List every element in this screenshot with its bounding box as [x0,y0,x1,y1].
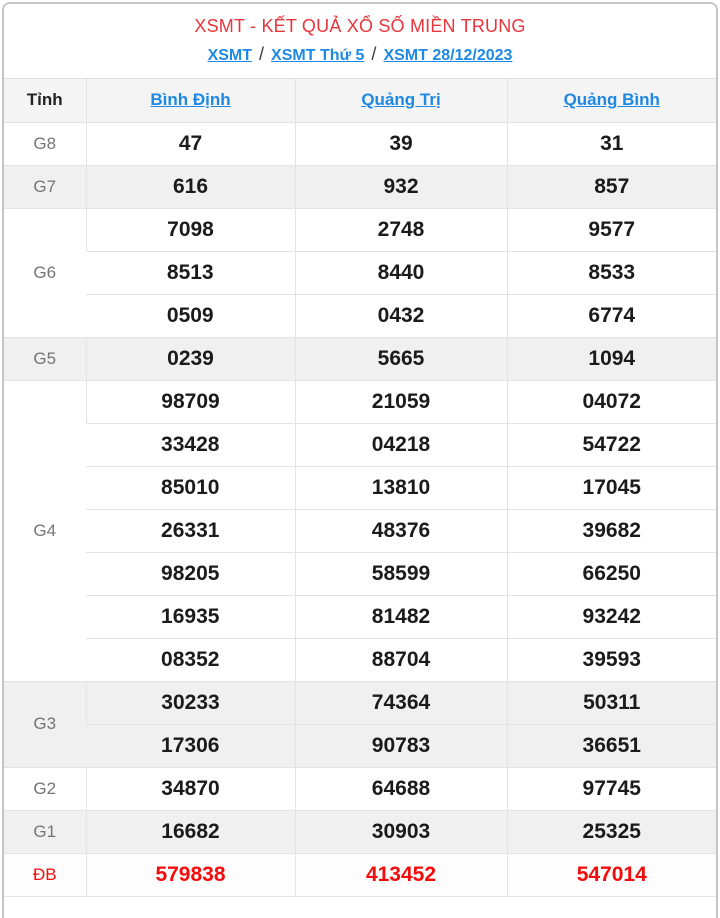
table-row [4,724,716,767]
province-link-quang-tri[interactable]: Quảng Trị [361,90,441,110]
result-cell: 1094 [507,337,716,380]
breadcrumb-link-xsmt-date[interactable]: XSMT 28/12/2023 [383,47,513,64]
prize-label: G8 [4,122,86,165]
province-link-quang-binh[interactable]: Quảng Bình [563,90,660,110]
result-cell: 85010 [86,466,295,509]
table-header-row [4,79,716,122]
result-cell: 54722 [507,423,716,466]
result-cell: 39 [295,122,507,165]
table-row [4,251,716,294]
prize-label: G5 [4,337,86,380]
province-link-binh-dinh[interactable]: Bình Định [150,90,231,110]
result-cell: 6774 [507,294,716,337]
prize-label: G6 [4,208,86,337]
province-header-cell [295,79,507,122]
result-cell: 36651 [507,724,716,767]
page-title: XSMT - KẾT QUẢ XỔ SỐ MIỀN TRUNG [194,16,526,36]
result-cell: 7098 [86,208,295,251]
prize-label: G4 [4,380,86,681]
prize-label: G1 [4,810,86,853]
table-row [4,380,716,423]
result-cell: 579838 [86,853,295,896]
table-row [4,423,716,466]
result-cell: 13810 [295,466,507,509]
result-cell: 9577 [507,208,716,251]
result-cell: 8533 [507,251,716,294]
table-row [4,337,716,380]
result-cell: 64688 [295,767,507,810]
result-cell: 25325 [507,810,716,853]
breadcrumb-separator: / [371,44,377,64]
prize-label: G3 [4,681,86,767]
table-row [4,552,716,595]
result-cell: 16935 [86,595,295,638]
result-cell: 93242 [507,595,716,638]
province-header-cell [507,79,716,122]
breadcrumb-link-xsmt-thu-5[interactable]: XSMT Thứ 5 [271,47,365,64]
prize-label: G7 [4,165,86,208]
result-cell: 0239 [86,337,295,380]
result-cell: 47 [86,122,295,165]
result-cell: 81482 [295,595,507,638]
result-cell: 30903 [295,810,507,853]
result-cell: 90783 [295,724,507,767]
result-cell: 50311 [507,681,716,724]
result-cell: 21059 [295,380,507,423]
results-table [4,79,716,897]
result-cell: 98709 [86,380,295,423]
table-row [4,509,716,552]
result-cell: 39593 [507,638,716,681]
table-row [4,294,716,337]
breadcrumb-separator: / [259,44,265,64]
prize-label: ĐB [4,853,86,896]
result-cell: 5665 [295,337,507,380]
result-cell: 39682 [507,509,716,552]
table-row [4,853,716,896]
table-row [4,595,716,638]
result-cell: 33428 [86,423,295,466]
result-cell: 31 [507,122,716,165]
table-row [4,165,716,208]
result-cell: 547014 [507,853,716,896]
result-cell: 48376 [295,509,507,552]
table-row [4,810,716,853]
result-cell: 88704 [295,638,507,681]
table-row [4,638,716,681]
province-column-header: Tỉnh [4,79,86,122]
result-cell: 8513 [86,251,295,294]
result-cell: 16682 [86,810,295,853]
result-cell: 17306 [86,724,295,767]
result-cell: 2748 [295,208,507,251]
result-cell: 30233 [86,681,295,724]
result-cell: 74364 [295,681,507,724]
table-row [4,208,716,251]
result-cell: 04218 [295,423,507,466]
table-row [4,681,716,724]
table-row [4,767,716,810]
table-row [4,122,716,165]
result-cell: 8440 [295,251,507,294]
result-cell: 857 [507,165,716,208]
table-row [4,466,716,509]
result-cell: 26331 [86,509,295,552]
result-cell: 97745 [507,767,716,810]
result-cell: 0509 [86,294,295,337]
card-header [4,4,716,79]
result-cell: 04072 [507,380,716,423]
results-table-body [4,122,716,896]
result-cell: 0432 [295,294,507,337]
prize-label: G2 [4,767,86,810]
results-card [2,2,718,918]
result-cell: 413452 [295,853,507,896]
result-cell: 98205 [86,552,295,595]
result-cell: 66250 [507,552,716,595]
result-cell: 932 [295,165,507,208]
result-cell: 08352 [86,638,295,681]
result-cell: 58599 [295,552,507,595]
breadcrumb-link-xsmt[interactable]: XSMT [207,47,253,64]
result-cell: 17045 [507,466,716,509]
province-header-cell [86,79,295,122]
result-cell: 616 [86,165,295,208]
breadcrumb [4,44,716,65]
result-cell: 34870 [86,767,295,810]
